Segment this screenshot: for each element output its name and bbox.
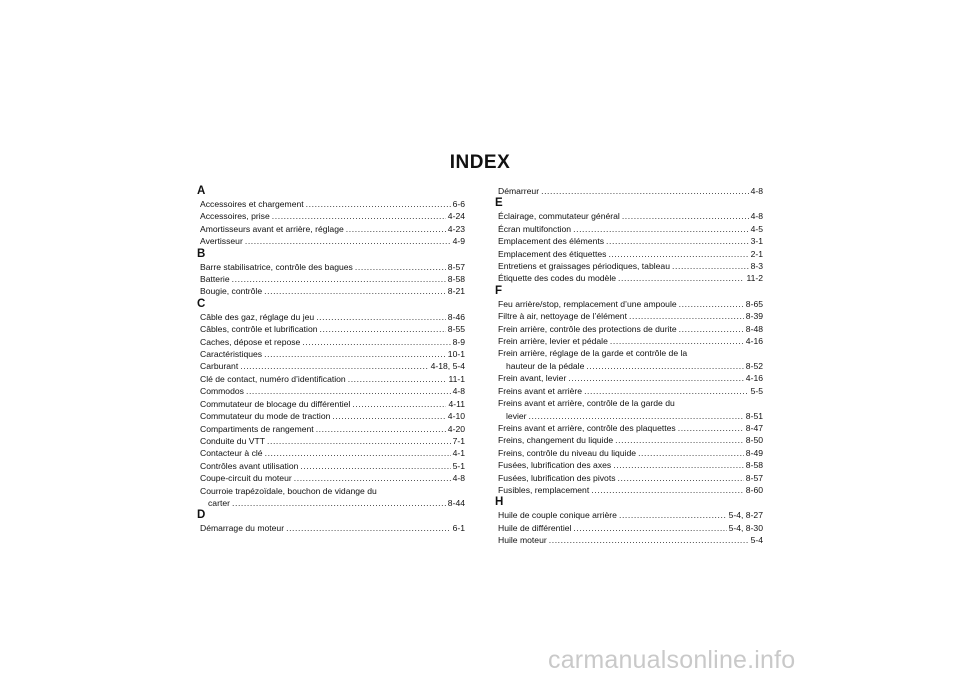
index-entry-page: 8-21 — [447, 286, 465, 297]
index-entry — [495, 484, 763, 496]
index-section-letter: F — [495, 284, 503, 297]
index-entry-page: 8-48 — [745, 323, 763, 334]
index-entry-text: Freins avant et arrière, contrôle de la garde du — [498, 398, 675, 409]
dot-leader — [610, 335, 744, 347]
index-entry-label: Compartiments de rangement — [200, 423, 314, 434]
index-entry-label: Accessoires, prise — [200, 211, 270, 222]
index-entry — [197, 497, 465, 509]
dot-leader — [606, 235, 749, 247]
index-entry-page: 8-9 — [452, 336, 465, 347]
dot-leader — [584, 385, 749, 397]
index-entry — [495, 260, 763, 272]
index-entry — [495, 434, 763, 446]
index-entry-page: 8-47 — [745, 422, 763, 433]
dot-leader — [618, 472, 744, 484]
index-entry — [197, 223, 465, 235]
index-entry — [197, 198, 465, 210]
index-column-left — [197, 185, 465, 535]
index-entry-label: hauteur de la pédale — [506, 360, 585, 371]
index-entry-page: 4-11 — [448, 398, 465, 409]
index-entry-page: 10-1 — [447, 349, 465, 360]
index-entry — [197, 235, 465, 247]
index-entry-label: Filtre à air, nettoyage de l’élément — [498, 311, 627, 322]
index-entry-label: Commodos — [200, 386, 244, 397]
index-entry — [495, 422, 763, 434]
index-entry — [495, 310, 763, 322]
index-entry — [495, 335, 763, 347]
index-entry — [197, 410, 465, 422]
index-section-letter: H — [495, 496, 504, 509]
dot-leader — [300, 460, 450, 472]
index-entry-label: Caches, dépose et repose — [200, 336, 301, 347]
index-entry-page: 8-57 — [447, 261, 465, 272]
dot-leader — [348, 373, 447, 385]
index-entry — [197, 323, 465, 335]
dot-leader — [294, 472, 451, 484]
index-entry — [495, 223, 763, 235]
index-entry — [197, 460, 465, 472]
index-entry-label: Bougie, contrôle — [200, 286, 263, 297]
dot-leader — [629, 310, 744, 322]
index-entry-page: 6-6 — [452, 199, 465, 209]
index-entry-label: Huile de différentiel — [498, 522, 572, 533]
index-entry-label: Commutateur du mode de traction — [200, 411, 331, 422]
index-entry-page: 4-20 — [447, 423, 465, 434]
index-entry — [197, 373, 465, 385]
index-entry-label: Clé de contact, numéro d’identification — [200, 373, 346, 384]
index-entry-label: Éclairage, commutateur général — [498, 211, 620, 222]
index-entry-page: 8-44 — [447, 497, 465, 508]
dot-leader — [638, 447, 744, 459]
index-entry — [495, 248, 763, 260]
index-entry-page: 8-55 — [447, 324, 465, 335]
index-entry-label: Amortisseurs avant et arrière, réglage — [200, 223, 344, 234]
index-entry-page: 8-49 — [745, 447, 763, 458]
index-entry-page: 4-16 — [745, 373, 763, 384]
index-entry-page: 5-4, 8-30 — [728, 522, 763, 533]
index-entry — [495, 534, 763, 546]
index-entry-page: 8-58 — [447, 274, 465, 285]
index-entry-page: 8-50 — [745, 435, 763, 446]
dot-leader — [316, 311, 446, 323]
index-entry-label: Carburant — [200, 361, 239, 372]
index-entry — [495, 235, 763, 247]
index-entry — [495, 459, 763, 471]
index-entry-page: 7-1 — [452, 435, 465, 446]
index-entry — [495, 298, 763, 310]
index-section-letter: D — [197, 509, 206, 522]
dot-leader — [568, 372, 743, 384]
index-entry-page: 8-46 — [447, 311, 465, 322]
index-section-letter: B — [197, 247, 206, 260]
dot-leader — [267, 435, 451, 447]
dot-leader — [245, 235, 451, 247]
dot-leader — [320, 323, 446, 335]
index-entry-page: 8-51 — [745, 410, 763, 421]
index-entry-text: Frein arrière, réglage de la garde et contrôle de la — [498, 348, 688, 359]
index-entry-label: Écran multifonction — [498, 223, 572, 234]
index-entry-label: Barre stabilisatrice, contrôle des bagues — [200, 261, 353, 272]
index-entry-page: 11-2 — [746, 273, 763, 284]
dot-leader — [240, 360, 428, 372]
index-entry-label: Feu arrière/stop, remplacement d’une ampoule — [498, 298, 677, 309]
index-entry — [197, 210, 465, 222]
index-entry-label: Caractéristiques — [200, 349, 263, 360]
index-entry — [197, 261, 465, 273]
dot-leader — [352, 398, 446, 410]
index-entry-page: 4-8 — [750, 211, 763, 222]
index-entry-label: Fusées, lubrification des axes — [498, 460, 612, 471]
dot-leader — [232, 497, 446, 509]
index-entry-page: 4-1 — [452, 448, 465, 459]
index-entry — [197, 360, 465, 372]
index-entry — [197, 447, 465, 459]
index-entry-page: 11-1 — [448, 373, 465, 384]
index-entry-page: 5-5 — [750, 385, 763, 396]
dot-leader — [541, 185, 749, 197]
dot-leader — [608, 248, 748, 260]
index-entry-page: 4-8 — [452, 386, 465, 397]
dot-leader — [586, 360, 743, 372]
index-entry-label: Emplacement des étiquettes — [498, 248, 607, 259]
index-entry-page: 4-23 — [447, 223, 465, 234]
index-entry — [495, 509, 763, 521]
index-entry-page: 4-18, 5-4 — [430, 361, 465, 372]
dot-leader — [591, 484, 744, 496]
dot-leader — [264, 285, 446, 297]
index-entry-page: 5-4 — [750, 535, 763, 546]
index-entry — [495, 323, 763, 335]
index-entry — [495, 372, 763, 384]
index-entry-page: 5-4, 8-27 — [728, 510, 763, 521]
dot-leader — [573, 522, 726, 534]
dot-leader — [316, 423, 446, 435]
dot-leader — [332, 410, 445, 422]
index-entry — [495, 385, 763, 397]
dot-leader — [619, 509, 727, 521]
dot-leader — [265, 447, 451, 459]
index-entry-label: Commutateur de blocage du différentiel — [200, 398, 351, 409]
dot-leader — [679, 298, 744, 310]
index-entry-label: Frein avant, levier — [498, 373, 567, 384]
index-entry-page: 8-57 — [745, 472, 763, 483]
index-entry — [495, 472, 763, 484]
index-entry-page: 8-65 — [745, 298, 763, 309]
index-entry-label: Batterie — [200, 274, 230, 285]
index-entry-label: Frein arrière, levier et pédale — [498, 336, 608, 347]
index-entry — [197, 423, 465, 435]
index-entry-label: carter — [208, 497, 230, 508]
index-entry — [495, 272, 763, 284]
dot-leader — [346, 223, 446, 235]
index-entry — [197, 348, 465, 360]
index-entry — [495, 360, 763, 372]
index-entry-page: 3-1 — [750, 236, 763, 247]
dot-leader — [306, 198, 451, 210]
index-entry-page: 4-5 — [750, 223, 763, 234]
index-entry — [495, 447, 763, 459]
index-entry-page: 4-24 — [447, 211, 465, 222]
index-entry-page: 2-1 — [750, 248, 763, 259]
dot-leader — [613, 459, 744, 471]
dot-leader — [302, 336, 450, 348]
index-section-letter: A — [197, 185, 206, 197]
index-entry-page: 8-3 — [750, 261, 763, 272]
dot-leader — [272, 210, 446, 222]
index-entry-page: 4-9 — [452, 236, 465, 247]
index-entry — [495, 410, 763, 422]
index-entry — [197, 336, 465, 348]
index-entry-label: Freins, changement du liquide — [498, 435, 614, 446]
dot-leader — [529, 410, 744, 422]
index-section-letter: E — [495, 197, 503, 210]
page-title: INDEX — [449, 152, 511, 173]
index-entry-label: Avertisseur — [200, 236, 243, 247]
index-entry-label: Coupe-circuit du moteur — [200, 473, 292, 484]
index-entry-label: Freins, contrôle du niveau du liquide — [498, 447, 637, 458]
index-entry — [197, 398, 465, 410]
index-entry — [197, 385, 465, 397]
index-entry-label: Contacteur à clé — [200, 448, 263, 459]
index-entry-label: Démarreur — [498, 186, 540, 196]
index-entry-label: Entretiens et graissages périodiques, tableau — [498, 261, 670, 272]
dot-leader — [672, 260, 749, 272]
watermark: carmanualsonline.info — [548, 646, 796, 674]
dot-leader — [286, 522, 451, 534]
index-entry-label: Accessoires et chargement — [200, 199, 304, 209]
index-entry-label: Huile moteur — [498, 535, 547, 546]
index-entry — [197, 435, 465, 447]
index-entry-label: Freins avant et arrière, contrôle des plaquettes — [498, 422, 676, 433]
index-entry-page: 8-39 — [745, 311, 763, 322]
index-entry-label: Conduite du VTT — [200, 435, 265, 446]
index-entry-label: Freins avant et arrière — [498, 385, 583, 396]
dot-leader — [573, 223, 748, 235]
index-entry-label: Frein arrière, contrôle des protections de durite — [498, 323, 677, 334]
index-entry-page: 8-52 — [745, 360, 763, 371]
index-entry-label: Huile de couple conique arrière — [498, 510, 617, 521]
index-section-letter: C — [197, 297, 206, 310]
index-entry-label: Câbles, contrôle et lubrification — [200, 324, 318, 335]
dot-leader — [678, 422, 744, 434]
index-entry-page: 5-1 — [452, 460, 465, 471]
dot-leader — [246, 385, 451, 397]
index-entry — [197, 311, 465, 323]
index-entry-label: levier — [506, 410, 527, 421]
index-entry-page: 4-10 — [447, 411, 465, 422]
dot-leader — [355, 261, 446, 273]
index-entry — [197, 522, 465, 534]
index-entry-text: Courroie trapézoïdale, bouchon de vidange du — [200, 485, 377, 496]
index-entry-page: 4-8 — [750, 186, 763, 196]
dot-leader — [618, 272, 744, 284]
index-entry-label: Étiquette des codes du modèle — [498, 273, 617, 284]
index-entry-page: 4-8 — [452, 473, 465, 484]
index-entry — [495, 210, 763, 222]
dot-leader — [232, 273, 446, 285]
dot-leader — [615, 434, 744, 446]
index-column-right — [495, 185, 763, 547]
index-entry-label: Contrôles avant utilisation — [200, 460, 299, 471]
dot-leader — [549, 534, 749, 546]
index-entry-page: 4-16 — [745, 336, 763, 347]
index-entry-label: Fusibles, remplacement — [498, 484, 590, 495]
index-entry-page: 8-58 — [745, 460, 763, 471]
index-entry-label: Démarrage du moteur — [200, 523, 285, 534]
index-entry-page: 8-60 — [745, 484, 763, 495]
index-entry-label: Emplacement des éléments — [498, 236, 605, 247]
index-entry — [495, 185, 763, 197]
index-entry — [495, 522, 763, 534]
index-entry — [197, 472, 465, 484]
dot-leader — [679, 323, 744, 335]
index-entry-page: 6-1 — [452, 523, 465, 534]
index-entry — [197, 285, 465, 297]
index-entry-label: Fusées, lubrification des pivots — [498, 472, 616, 483]
index-entry-label: Câble des gaz, réglage du jeu — [200, 311, 315, 322]
dot-leader — [264, 348, 446, 360]
dot-leader — [622, 210, 749, 222]
index-entry — [197, 273, 465, 285]
